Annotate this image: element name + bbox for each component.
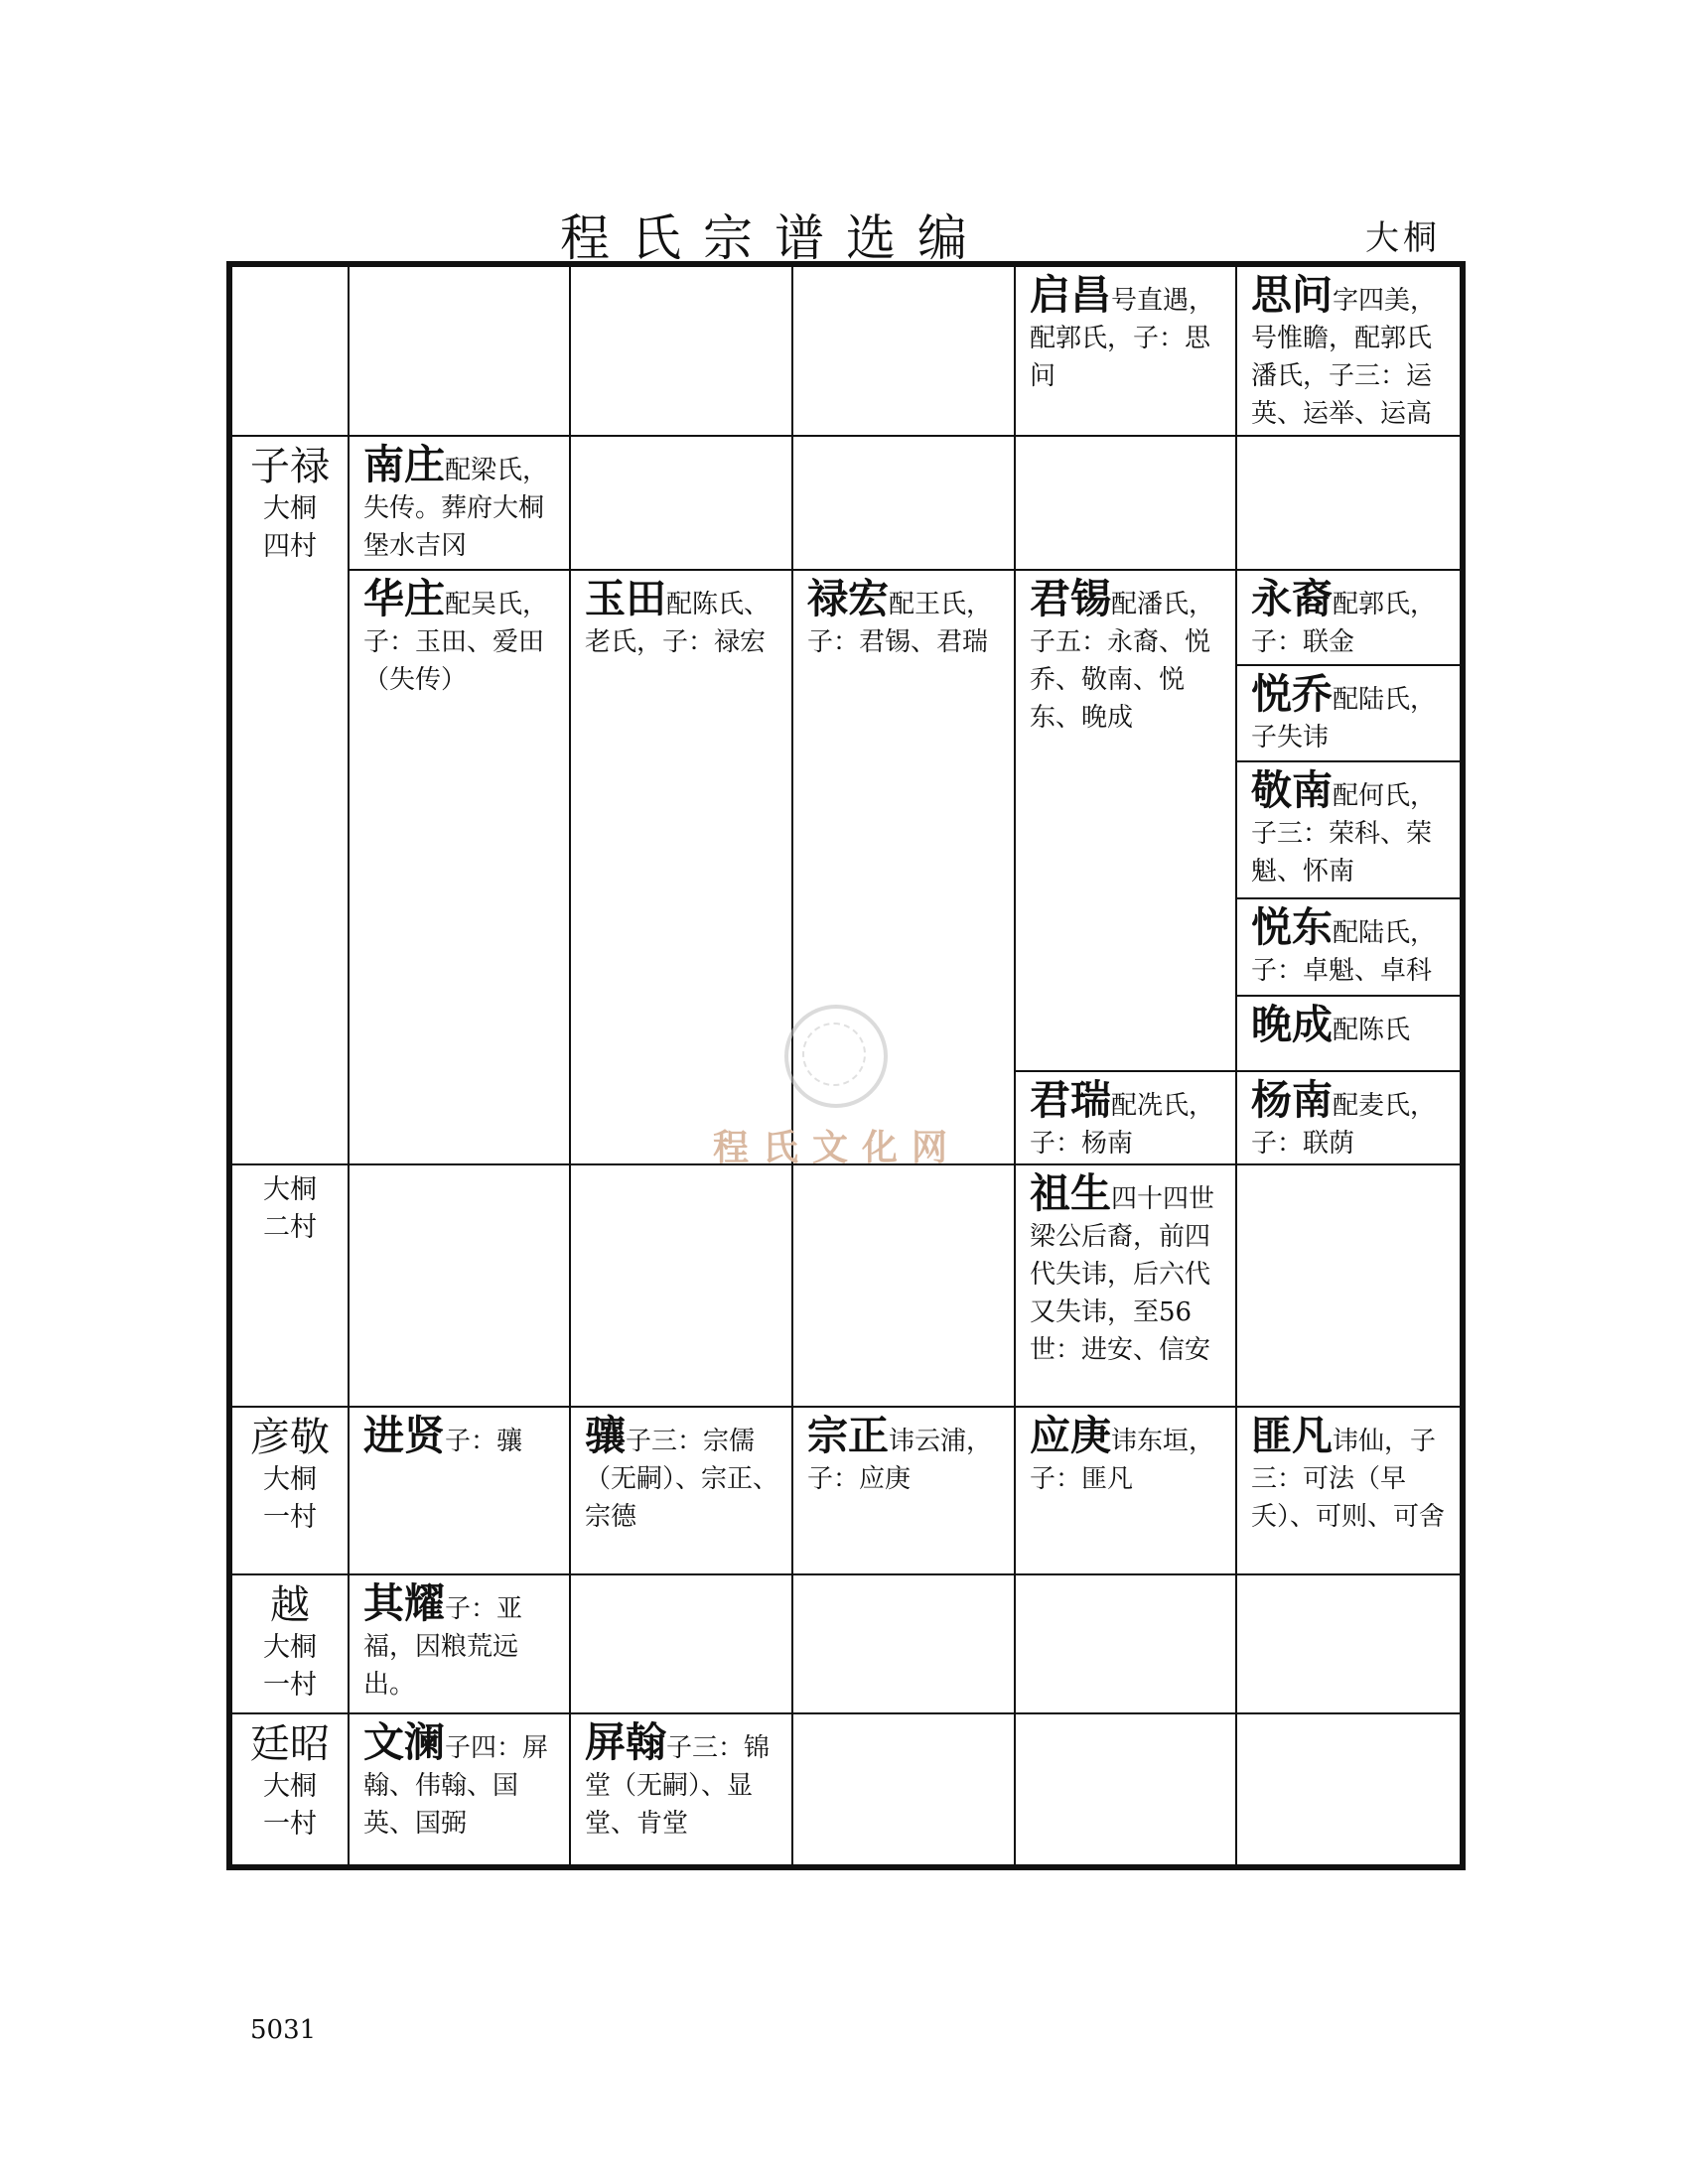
person-desc: 子：亚福，因粮荒远出。 (363, 1594, 523, 1700)
gen-cell-empty (232, 267, 350, 437)
person-desc: 配陈氏、老氏，子：禄宏 (585, 590, 771, 657)
entry-yongyi (1237, 571, 1460, 666)
person-desc: 子四：屏翰、伟翰、国英、国弼 (363, 1733, 549, 1839)
entry-junrui (1016, 1072, 1237, 1165)
person-desc: 字四美，号惟瞻，配郭氏潘氏，子三：运英、运举、运高 (1251, 286, 1437, 429)
person-name: 祖生 (1030, 1169, 1111, 1217)
seal-stamp (784, 1005, 888, 1108)
entry-wancheng (1237, 997, 1460, 1072)
person-desc: 配麦氏，子：联荫 (1251, 1091, 1437, 1159)
person-name: 思问 (1251, 271, 1333, 319)
person-name: 匪凡 (1251, 1412, 1333, 1459)
entry-yangnan (1237, 1072, 1460, 1165)
entry-siwen (1237, 267, 1460, 437)
person-desc: 配冼氏，子：杨南 (1030, 1091, 1215, 1159)
gen-cell-yue (232, 1575, 350, 1714)
entry-zusheng (1016, 1165, 1237, 1408)
empty-cell (1237, 1714, 1460, 1864)
person-name: 其耀 (363, 1579, 445, 1627)
empty-cell (571, 267, 793, 437)
village-label: 大桐一村 (263, 1771, 317, 1840)
gen-cell-er (232, 1165, 350, 1408)
person-desc: 子三：宗儒（无嗣）、宗正、宗德 (585, 1427, 779, 1532)
person-name: 屏翰 (585, 1718, 666, 1766)
person-name: 永裔 (1251, 575, 1333, 622)
page-number: 5031 (250, 2015, 317, 2045)
entry-jingnan (1237, 762, 1460, 899)
entry-feifan (1237, 1408, 1460, 1575)
generation-name: 廷昭 (250, 1721, 330, 1767)
entry-yuedong (1237, 899, 1460, 997)
entry-pinghan (571, 1714, 793, 1864)
person-desc: 讳云浦，子：应庚 (807, 1427, 993, 1494)
person-name: 南庄 (363, 441, 445, 488)
empty-cell (571, 437, 793, 571)
person-name: 应庚 (1030, 1412, 1111, 1459)
empty-cell (1016, 437, 1237, 571)
entry-nanzhuang (350, 437, 571, 571)
person-desc: 子：骧 (445, 1427, 523, 1456)
empty-cell (793, 1714, 1016, 1864)
person-name: 华庄 (363, 575, 445, 622)
village-label: 大桐四村 (263, 493, 317, 562)
person-name: 晚成 (1251, 1001, 1333, 1048)
empty-cell (793, 1165, 1016, 1408)
entry-huazhuang (350, 571, 571, 1165)
person-name: 杨南 (1251, 1076, 1333, 1124)
person-name: 启昌 (1030, 271, 1111, 319)
entry-yinggeng (1016, 1408, 1237, 1575)
empty-cell (1237, 1165, 1460, 1408)
entry-qichang (1016, 267, 1237, 437)
gen-cell-yanjing (232, 1408, 350, 1575)
person-desc: 号直遇，配郭氏，子：思问 (1030, 286, 1215, 391)
person-desc: 子三：锦堂（无嗣）、显堂、肯堂 (585, 1733, 771, 1839)
empty-cell (1237, 437, 1460, 571)
person-name: 进贤 (363, 1412, 445, 1459)
person-name: 玉田 (585, 575, 666, 622)
person-name: 悦乔 (1251, 670, 1333, 718)
person-desc: 配陈氏 (1333, 1016, 1411, 1045)
person-name: 君锡 (1030, 575, 1111, 622)
empty-cell (350, 1165, 571, 1408)
generation-name: 子禄 (250, 444, 330, 489)
entry-junxi (1016, 571, 1237, 1072)
watermark-text: 程氏文化网 (713, 1128, 962, 1168)
person-name: 骧 (585, 1412, 626, 1459)
person-desc: 配陆氏，子失讳 (1251, 685, 1437, 752)
generation-name: 越 (270, 1582, 310, 1628)
empty-cell (571, 1575, 793, 1714)
person-desc: 配吴氏，子：玉田、爱田（失传） (363, 590, 549, 695)
empty-cell (793, 1575, 1016, 1714)
empty-cell (793, 267, 1016, 437)
entry-qiyao (350, 1575, 571, 1714)
person-name: 文澜 (363, 1718, 445, 1766)
person-name: 敬南 (1251, 766, 1333, 814)
person-name: 宗正 (807, 1412, 889, 1459)
place-label: 大桐 (1365, 218, 1441, 258)
empty-cell (571, 1165, 793, 1408)
person-desc: 讳东垣，子：匪凡 (1030, 1427, 1215, 1494)
empty-cell (1237, 1575, 1460, 1714)
person-desc: 四十四世梁公后裔，前四代失讳，后六代又失讳，至56世：进安、信安 (1030, 1184, 1215, 1365)
empty-cell (1016, 1714, 1237, 1864)
empty-cell (1016, 1575, 1237, 1714)
person-name: 悦东 (1251, 903, 1333, 951)
gen-cell-zilu (232, 437, 350, 1165)
generation-name: 彦敬 (250, 1415, 330, 1460)
empty-cell (350, 267, 571, 437)
entry-yutian (571, 571, 793, 1165)
village-label: 大桐一村 (263, 1464, 317, 1533)
person-desc: 配郭氏，子：联金 (1251, 590, 1437, 657)
entry-zongzheng (793, 1408, 1016, 1575)
person-desc: 讳仙，子三：可法（早夭）、可则、可舍 (1251, 1427, 1446, 1532)
entry-yueqiao (1237, 666, 1460, 762)
gen-cell-tingzhao (232, 1714, 350, 1864)
person-name: 禄宏 (807, 575, 889, 622)
entry-xiang (571, 1408, 793, 1575)
village-label: 大桐一村 (263, 1632, 317, 1701)
person-name: 君瑞 (1030, 1076, 1111, 1124)
empty-cell (793, 437, 1016, 571)
entry-wenlan (350, 1714, 571, 1864)
person-desc: 配陆氏，子：卓魁、卓科 (1251, 918, 1437, 986)
person-desc: 配何氏，子三：荣科、荣魁、怀南 (1251, 781, 1437, 887)
person-desc: 配梁氏，失传。葬府大桐堡水吉冈 (363, 456, 549, 561)
person-desc: 配潘氏，子五：永裔、悦乔、敬南、悦东、晚成 (1030, 590, 1215, 733)
village-label: 大桐二村 (263, 1174, 317, 1243)
person-desc: 配王氏，子：君锡、君瑞 (807, 590, 993, 657)
page-title: 程氏宗谱选编 (560, 209, 989, 267)
entry-jinxian (350, 1408, 571, 1575)
